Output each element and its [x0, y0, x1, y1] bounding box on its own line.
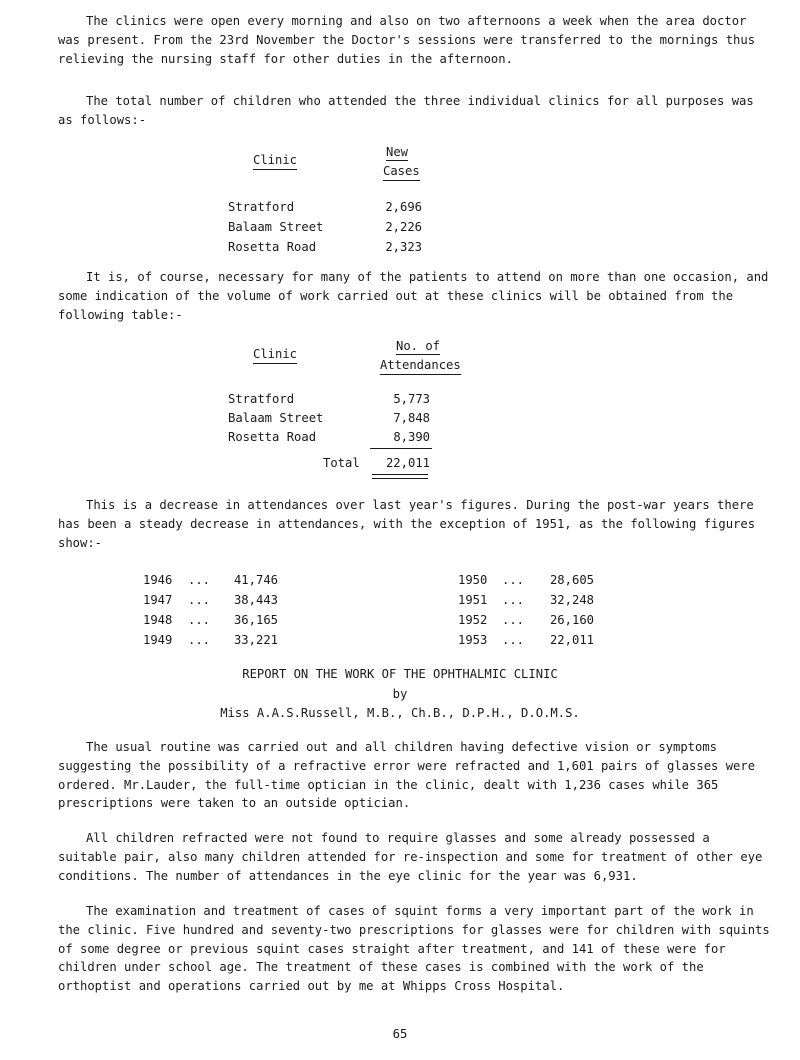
- squint-paragraph: The examination and treatment of cases of squint forms a very important part of the work in the clinic. Five hundred and seventy-two prescriptions for glasses were for children with squints of some degree or previous squint cases straight after treatment, and 141 of these were for children under school age. The treatment of these cases is combined with the work of the orthoptist and operations carried out by me at Whipps Cross Hospital.: [58, 904, 770, 994]
- dot-leader: ...: [188, 573, 211, 587]
- dot-leader: ...: [188, 633, 211, 647]
- no-of-column-header: No. of: [396, 339, 441, 353]
- decrease-paragraph: This is a decrease in attendances over last year's figures. During the post-war years there has been a steady decrease in attendances, with the exception of 1951, as the following figures show:-: [58, 498, 756, 550]
- total-paragraph: The total number of children who attended the three individual clinics for all purposes was as follows:-: [58, 94, 754, 127]
- table-row-label: Rosetta Road: [228, 240, 317, 254]
- dot-leader: ...: [188, 593, 211, 607]
- table-row-label: Rosetta Road: [228, 430, 317, 444]
- table-row-label: Stratford: [228, 200, 295, 214]
- year-value: 36,165: [233, 613, 278, 627]
- clinic-column-header: Clinic: [253, 152, 297, 170]
- table-row-value: 2,696: [385, 200, 422, 214]
- table-row-value: 2,226: [385, 220, 422, 234]
- year-value: 41,746: [233, 573, 278, 587]
- table-row-value: 7,848: [393, 411, 430, 425]
- dot-leader: ...: [502, 593, 525, 607]
- year-label: 1953: [458, 633, 488, 647]
- dot-leader: ...: [188, 613, 211, 627]
- year-label: 1949: [143, 633, 173, 647]
- table-row-label: Balaam Street: [228, 411, 324, 425]
- year-value: 28,605: [549, 573, 594, 587]
- table-row-label: Balaam Street: [228, 220, 324, 234]
- year-value: 22,011: [549, 633, 594, 647]
- year-label: 1950: [458, 573, 488, 587]
- table-row-value: 2,323: [385, 240, 422, 254]
- year-value: 26,160: [549, 613, 594, 627]
- total-label: Total: [323, 456, 360, 470]
- attendances-column-header: Attendances: [380, 357, 461, 375]
- sum-rule: [370, 448, 432, 449]
- routine-paragraph: The usual routine was carried out and all children having defective vision or symptoms suggesting the possibility of a refractive error were refracted and 1,601 pairs of glasses were ordered. Mr.Lauder, the full-time optician in the clinic, dealt with 1,236 cases while 365 prescriptions were taken to an outside optician.: [58, 740, 756, 811]
- year-label: 1947: [143, 593, 173, 607]
- dot-leader: ...: [502, 633, 525, 647]
- table-row-label: Stratford: [228, 392, 295, 406]
- clinic-column-header: Clinic: [253, 346, 297, 364]
- dot-leader: ...: [502, 613, 525, 627]
- year-label: 1952: [458, 613, 488, 627]
- refracted-paragraph: All children refracted were not found to require glasses and some already possessed a suitable pair, also many children attended for re-inspection and some for treatment of other eye conditions. The number of attendances in the eye clinic for the year was 6,931.: [58, 831, 763, 883]
- intro-paragraph: The clinics were open every morning and also on two afternoons a week when the area doctor was present. From the 23rd November the Doctor's sessions were transferred to the mornings thus relieving the nursing staff for other duties in the afternoon.: [58, 14, 756, 66]
- cases-column-header: Cases: [383, 163, 420, 181]
- page-number: 65: [392, 1027, 408, 1041]
- report-by: by: [392, 687, 408, 701]
- table-row-value: 8,390: [393, 430, 430, 444]
- report-heading: REPORT ON THE WORK OF THE OPHTHALMIC CLINIC: [242, 667, 558, 681]
- year-value: 38,443: [233, 593, 278, 607]
- year-label: 1948: [143, 613, 173, 627]
- year-value: 33,221: [233, 633, 278, 647]
- report-author: Miss A.A.S.Russell, M.B., Ch.B., D.P.H., D.O.M.S.: [220, 706, 580, 720]
- year-value: 32,248: [549, 593, 594, 607]
- year-label: 1951: [458, 593, 488, 607]
- total-value: 22,011: [385, 456, 430, 470]
- occasion-paragraph: It is, of course, necessary for many of the patients to attend on more than one occasion, and some indication of the volume of work carried out at these clinics will be obtained from the following table:-: [58, 270, 769, 322]
- dot-leader: ...: [502, 573, 525, 587]
- year-label: 1946: [143, 573, 173, 587]
- total-double-rule: [372, 474, 428, 479]
- new-column-header: New: [386, 145, 409, 159]
- table-row-value: 5,773: [393, 392, 430, 406]
